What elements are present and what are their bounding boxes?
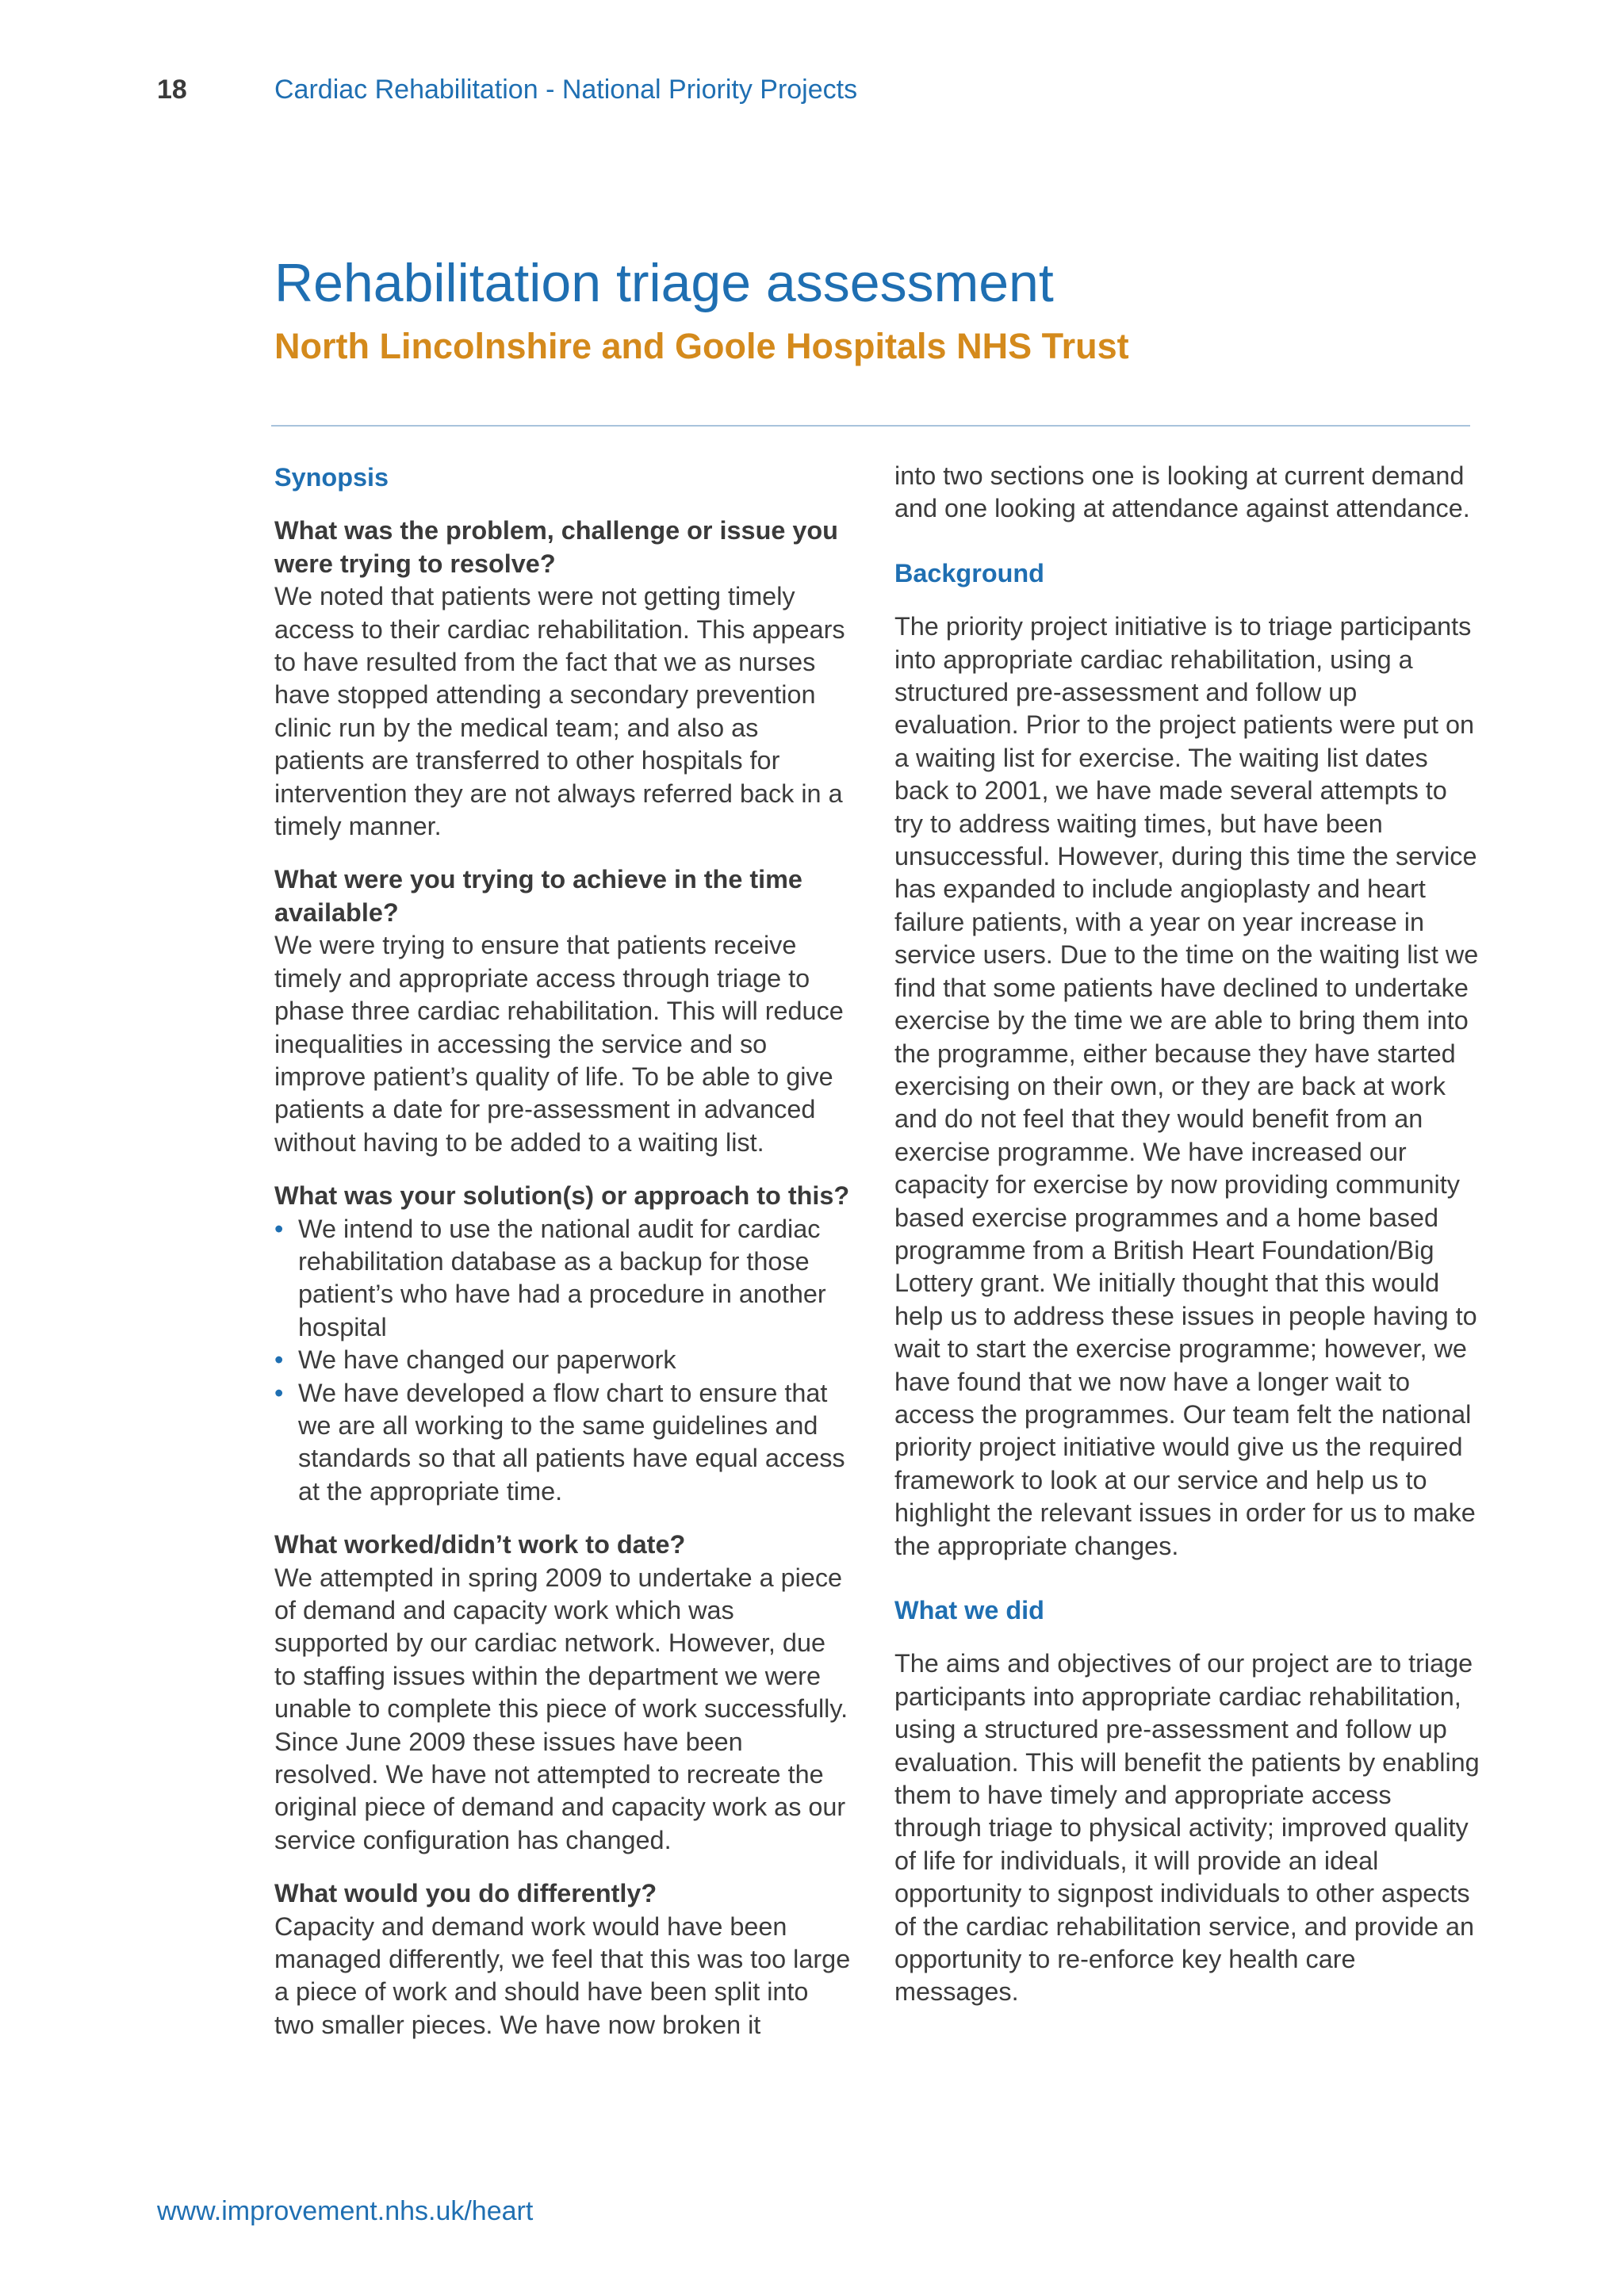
bullet-icon: • [274,1214,284,1243]
bullet-text: We have changed our paperwork [298,1345,676,1375]
bullet-icon: • [274,1378,284,1407]
background-text: The priority project initiative is to triage participants into appropriate cardiac rehabilitation, using a structured pre-assessment and follow up evaluation. Prior to the project patients were put on a waiting list for exercise. The waiting list dates back to 2001, we have made several attempts to try to address waiting times, but have been unsuccessful. However, during this time the service has expanded to include angioplasty and heart failure patients, with a year on year increase in service users. Due to the time on the waiting list we find that some patients have declined to undertake exercise by the time we are able to bring them into the programme, either because they have started exercising on their own, or they are back at work and do not feel that they would benefit from an exercise programme. We have increased our capacity for exercise by now providing community based exercise programmes and a home based programme from a British Heart Foundation/Big Lottery grant. We initially thought that this would help us to address these issues in people having to wait to start the exercise programme; however, we have found that we now have a longer wait to access the programmes. Our team felt the national priority project initiative would give us the required framework to look at our service and help us to highlight the relevant issues in order for us to make the appropriate changes. [894,612,1479,1560]
header-divider [271,425,1470,427]
page-subtitle: North Lincolnshire and Goole Hospitals NHS Trust [274,326,1129,366]
running-header: Cardiac Rehabilitation - National Priority Projects [274,75,858,105]
what-we-did-heading: What we did [894,1596,1044,1624]
list-item [274,1377,853,1509]
question-problem: What was the problem, challenge or issue you were trying to resolve? [274,516,838,578]
question-solution: What was your solution(s) or approach to this? [274,1181,850,1211]
answer-differently-continued: into two sections one is looking at current demand and one looking at attendance against attendance. [894,461,1470,523]
page-number: 18 [157,75,187,105]
list-item [274,1213,853,1345]
answer-achieve: We were trying to ensure that patients receive timely and appropriate access through triage to phase three cardiac rehabilitation. This will reduce inequalities in accessing the service and so improve patient’s quality of life. To be able to give patients a date for pre-assessment in advanced without having to be added to a waiting list. [274,931,844,1157]
question-differently: What would you do differently? [274,1879,657,1908]
background-heading: Background [894,558,1044,587]
bullet-text: We intend to use the national audit for cardiac rehabilitation database as a backup for those patient’s who have had a procedure in another hospital [298,1214,826,1341]
what-we-did-text: The aims and objectives of our project are to triage participants into appropriate cardiac rehabilitation, using a structured pre-assessment and follow up evaluation. This will benefit the patients by enabling them to have timely and appropriate access through triage to physical activity; improved quality of life for individuals, it will provide an ideal opportunity to signpost individuals to other aspects of the cardiac rehabilitation service, and provide an opportunity to re-enforce key health care messages. [894,1649,1480,2007]
answer-problem: We noted that patients were not getting timely access to their cardiac rehabilitation. This appears to have resulted from the fact that we as nurses have stopped attending a secondary prevention clinic run by the medical team; and also as patients are transferred to other hospitals for intervention they are not always referred back in a timely manner. [274,582,845,841]
footer-url-link[interactable]: www.improvement.nhs.uk/heart [157,2196,534,2226]
answer-worked: We attempted in spring 2009 to undertake a piece of demand and capacity work which was supported by our cardiac network. However, due to staffing issues within the department we were unable to complete this piece of work successfully. Since June 2009 these issues have been resolved. We have not attempted to recreate the original piece of demand and capacity work as our service configuration has changed. [274,1563,848,1854]
left-column [274,461,853,2062]
question-achieve: What were you trying to achieve in the time available? [274,865,802,927]
bullet-text: We have developed a flow chart to ensure that we are all working to the same guidelines and standards so that all patients have equal access at the appropriate time. [298,1378,845,1506]
synopsis-heading: Synopsis [274,463,389,492]
page-title: Rehabilitation triage assessment [274,253,1054,313]
list-item [274,1344,853,1376]
question-worked: What worked/didn’t work to date? [274,1530,686,1559]
solution-bullet-list [274,1213,853,1509]
right-column [894,460,1481,2030]
bullet-icon: • [274,1345,284,1375]
answer-differently: Capacity and demand work would have been managed differently, we feel that this was too large a piece of work and should have been split into two smaller pieces. We have now broken it [274,1911,851,2039]
